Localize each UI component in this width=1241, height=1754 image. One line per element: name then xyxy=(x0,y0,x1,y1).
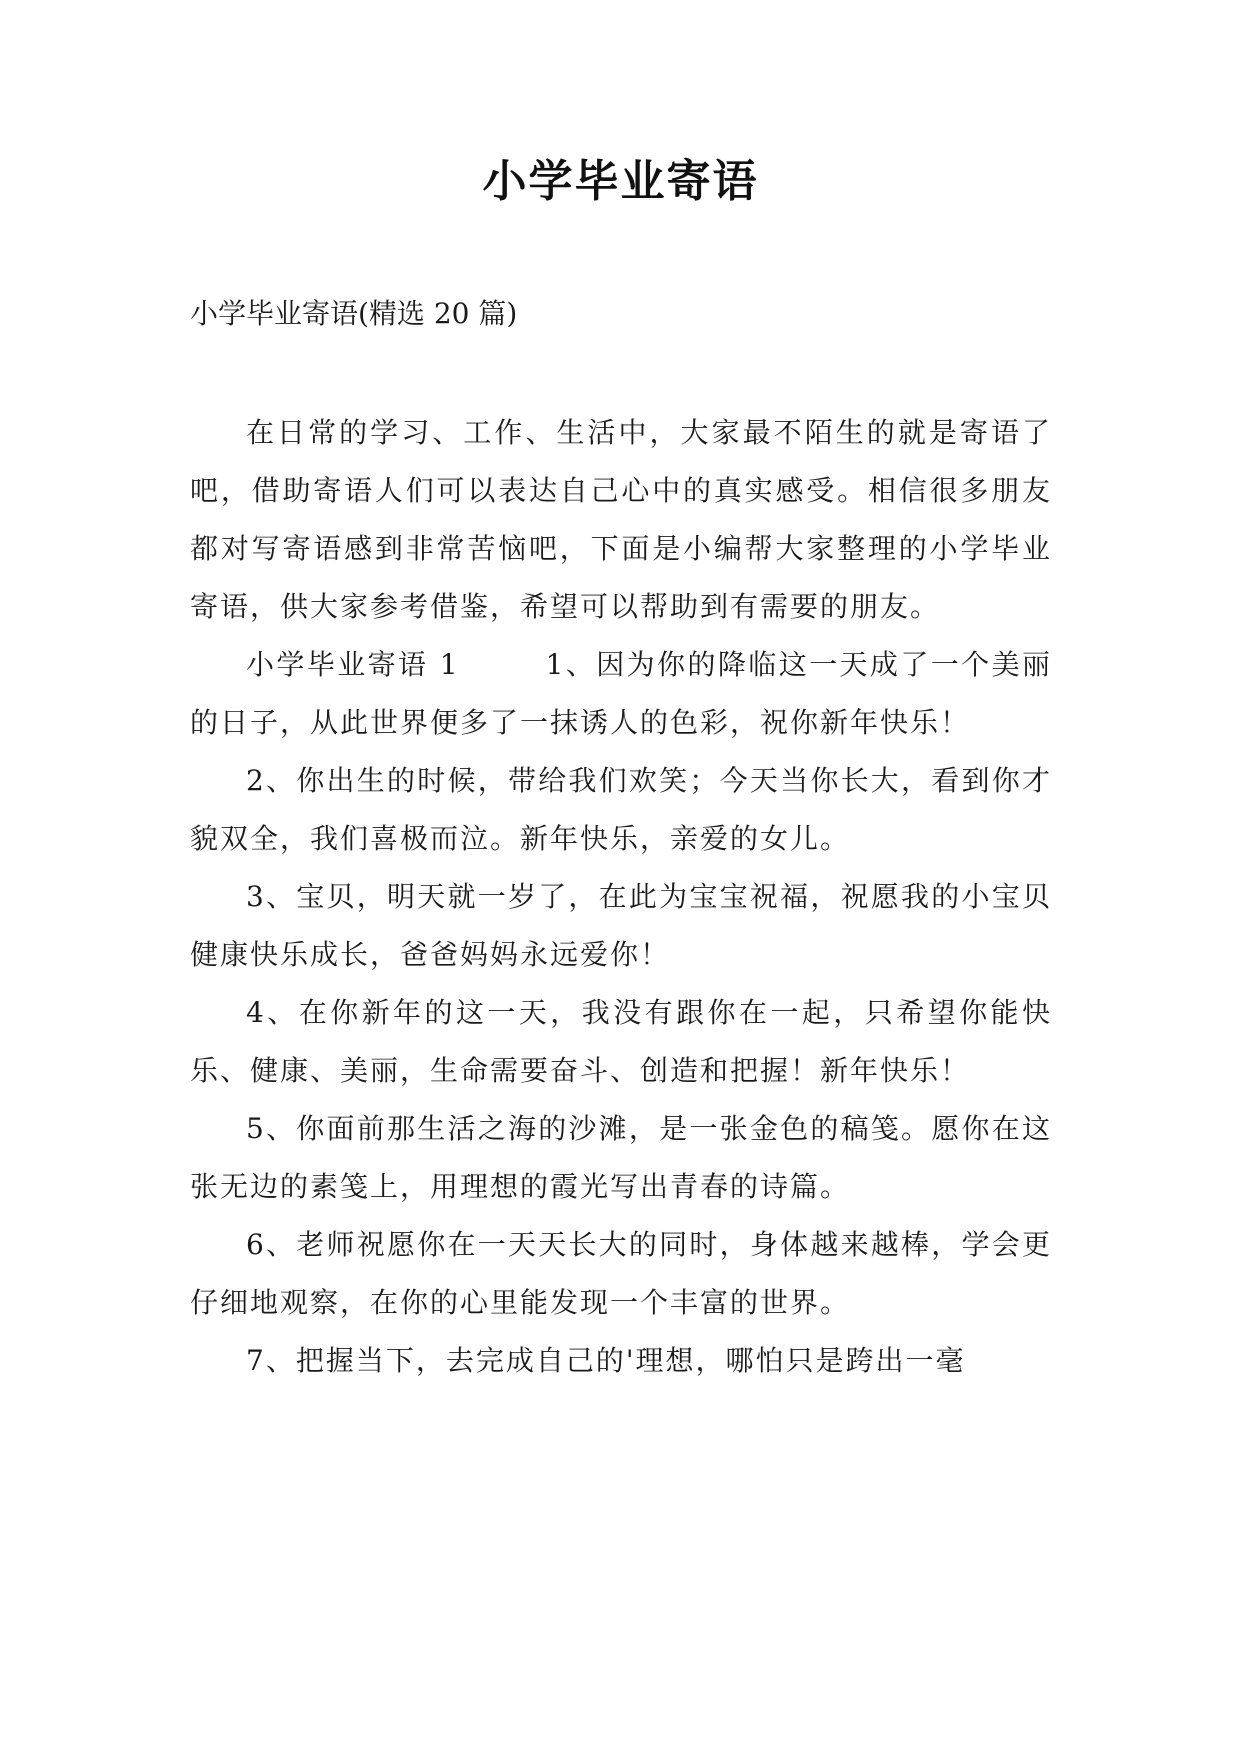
item-text-1: 1、因为你的降临这一天成了一个美丽的日子，从此世界便多了一抹诱人的色彩，祝你新年快乐！ xyxy=(190,648,1052,739)
document-body xyxy=(190,404,1052,1390)
item-paragraph-4: 4、在你新年的这一天，我没有跟你在一起，只希望你能快乐、健康、美丽，生命需要奋斗、创造和把握！新年快乐！ xyxy=(190,996,1052,1087)
item-paragraph-1 xyxy=(190,636,1052,752)
item-paragraph-6: 6、老师祝愿你在一天天长大的同时，身体越来越棒，学会更仔细地观察，在你的心里能发现一个丰富的世界。 xyxy=(190,1228,1052,1319)
item-paragraph-3: 3、宝贝，明天就一岁了，在此为宝宝祝福，祝愿我的小宝贝健康快乐成长，爸爸妈妈永远爱你！ xyxy=(190,880,1052,971)
item-paragraph-5: 5、你面前那生活之海的沙滩，是一张金色的稿笺。愿你在这张无边的素笺上，用理想的霞光写出青春的诗篇。 xyxy=(190,1112,1052,1203)
item-paragraph-2: 2、你出生的时候，带给我们欢笑；今天当你长大，看到你才貌双全，我们喜极而泣。新年快乐，亲爱的女儿。 xyxy=(190,764,1052,855)
item-paragraph-7: 7、把握当下，去完成自己的'理想，哪怕只是跨出一毫 xyxy=(246,1344,966,1377)
intro-paragraph: 在日常的学习、工作、生活中，大家最不陌生的就是寄语了吧，借助寄语人们可以表达自己心中的真实感受。相信很多朋友都对写寄语感到非常苦恼吧，下面是小编帮大家整理的小学毕业寄语，供大家参考借鉴，希望可以帮助到有需要的朋友。 xyxy=(190,416,1052,623)
section-heading: 小学毕业寄语 1 xyxy=(246,648,460,681)
document-subtitle: 小学毕业寄语(精选 20 篇) xyxy=(190,297,518,330)
document-title: 小学毕业寄语 xyxy=(482,156,759,207)
